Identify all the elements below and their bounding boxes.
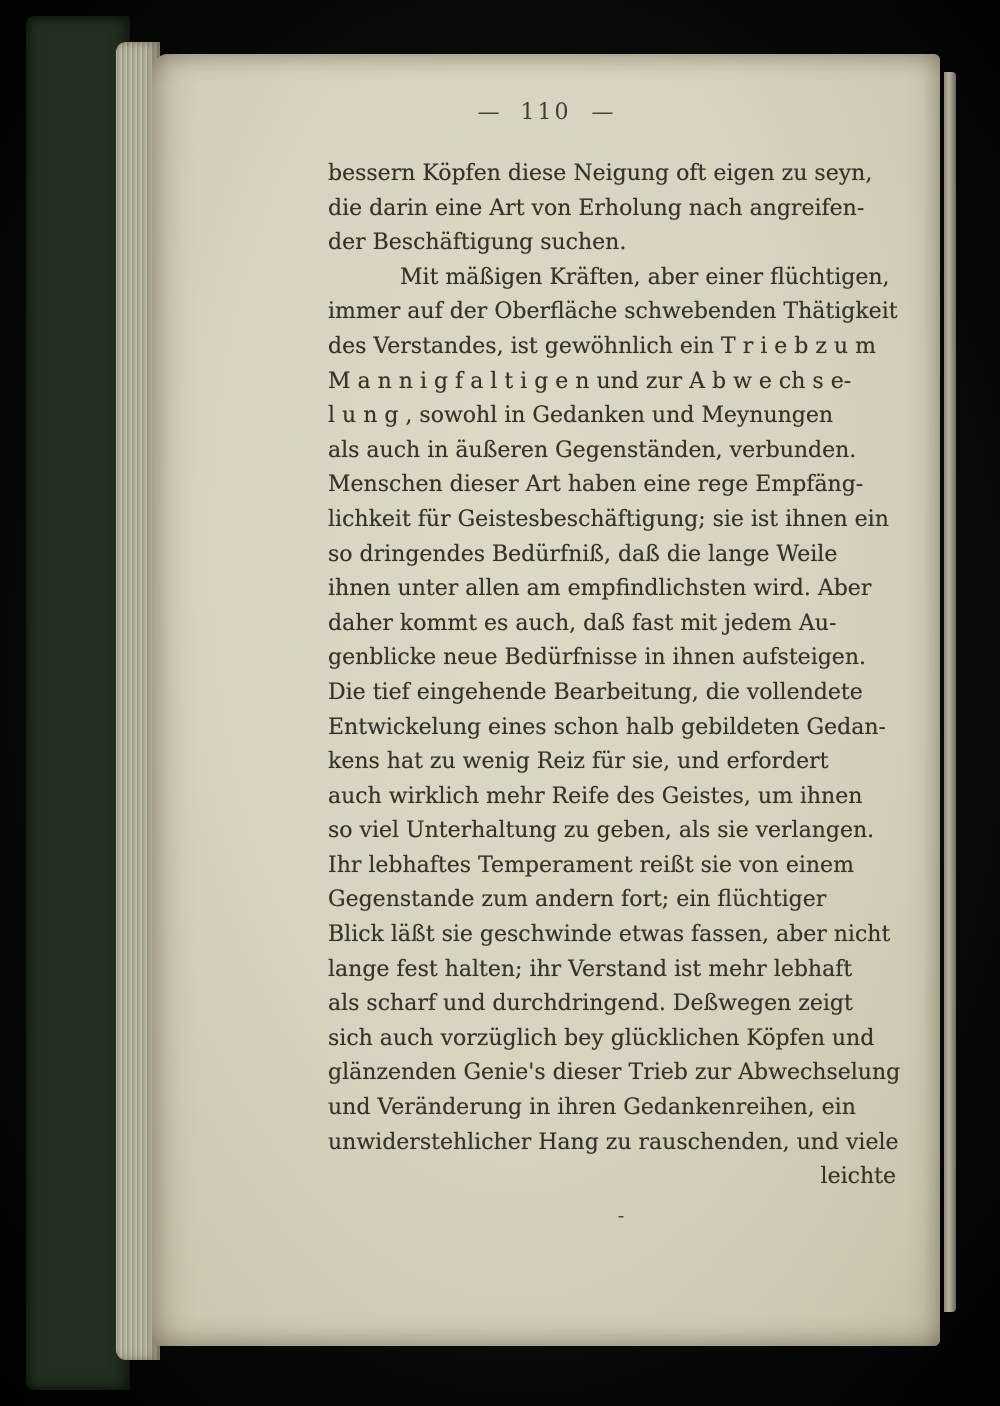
- text-line: Ihr lebhaftes Temperament reißt sie von einem: [328, 852, 854, 878]
- text-line: l u n g , sowohl in Gedanken und Meynungen: [328, 403, 834, 429]
- text-line: Mit mäßigen Kräften, aber einer flüchtigen,: [400, 264, 890, 290]
- header-dash-right: —: [591, 100, 615, 125]
- text-line: Gegenstande zum andern fort; ein flüchtiger: [328, 887, 827, 913]
- text-line: unwiderstehlicher Hang zu rauschenden, und viele: [328, 1129, 899, 1155]
- text-line: und Veränderung in ihren Gedankenreihen, ein: [328, 1095, 856, 1121]
- text-line: des Verstandes, ist gewöhnlich ein T r i e b z u m: [328, 333, 876, 359]
- text-line: genblicke neue Bedürfnisse in ihnen aufsteigen.: [328, 645, 866, 671]
- text-line: der Beschäftigung suchen.: [328, 230, 627, 256]
- text-line: auch wirklich mehr Reife des Geistes, um ihnen: [328, 783, 863, 809]
- text-line: leichte: [820, 1164, 896, 1190]
- header-dash-left: —: [477, 100, 501, 125]
- text-line: ihnen unter allen am empfindlichsten wird. Aber: [328, 576, 872, 602]
- marbled-book-edge: [26, 16, 130, 1390]
- text-line: Die tief eingehende Bearbeitung, die vollendete: [328, 679, 863, 705]
- text-line: als auch in äußeren Gegenständen, verbunden.: [328, 437, 857, 463]
- text-line: als scharf und durchdringend. Deßwegen zeigt: [328, 991, 853, 1017]
- text-line: daher kommt es auch, daß fast mit jedem Au-: [328, 610, 837, 636]
- text-line: Entwickelung eines schon halb gebildeten Gedan-: [328, 714, 886, 740]
- text-line: M a n n i g f a l t i g e n und zur A b w e ch s e-: [328, 368, 852, 394]
- book-page: [152, 54, 940, 1346]
- text-line: immer auf der Oberfläche schwebenden Thätigkeit: [328, 299, 898, 325]
- right-page-edge: [944, 72, 956, 1312]
- text-line: so dringendes Bedürfniß, daß die lange Weile: [328, 541, 838, 567]
- footer-mark: -: [617, 1202, 625, 1227]
- text-line: Menschen dieser Art haben eine rege Empfäng-: [328, 472, 864, 498]
- text-line: kens hat zu wenig Reiz für sie, und erfordert: [328, 749, 829, 775]
- page-header: [152, 100, 940, 125]
- text-line: bessern Köpfen diese Neigung oft eigen zu seyn,: [328, 161, 873, 186]
- page-number: 110: [520, 100, 572, 125]
- text-line: sich auch vorzüglich bey glücklichen Köpfen und: [328, 1025, 875, 1051]
- page-text: [152, 157, 940, 1195]
- text-line: die darin eine Art von Erholung nach angreifen-: [328, 195, 865, 221]
- text-line: Blick läßt sie geschwinde etwas fassen, aber nicht: [328, 922, 891, 948]
- text-line: glänzenden Genie's dieser Trieb zur Abwechselung: [328, 1060, 901, 1086]
- text-line: so viel Unterhaltung zu geben, als sie verlangen.: [328, 818, 875, 844]
- text-line: lichkeit für Geistesbeschäftigung; sie ist ihnen ein: [328, 506, 889, 532]
- text-line: lange fest halten; ihr Verstand ist mehr lebhaft: [328, 956, 853, 982]
